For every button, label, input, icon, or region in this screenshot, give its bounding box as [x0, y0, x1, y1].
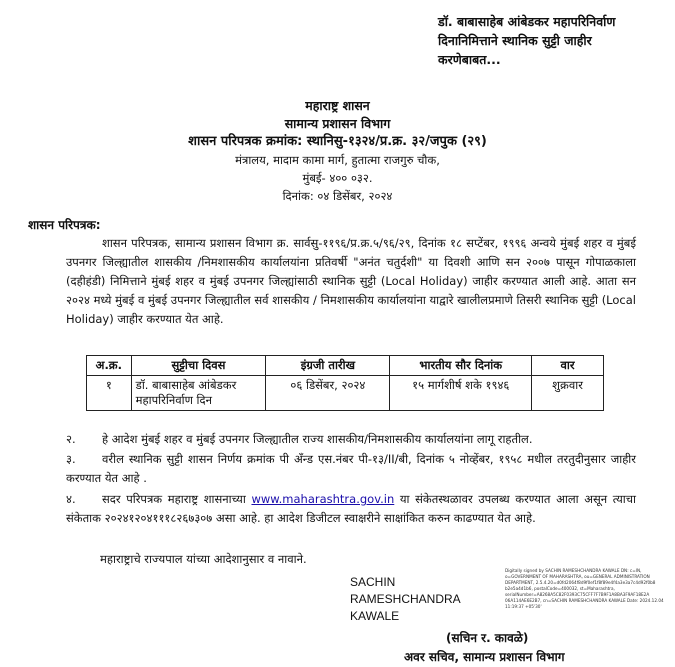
paragraph-4-after: या संकेतस्थळावर उपलब्ध करण्यात आला असून त्याचा संकेताक २०२४१२०४१११८२६७३०७ असा आहे. हा आदेश डिजीटल स्वाक्षरीने साक्षांकित करुन काढण्यात येत आहे.: [66, 492, 637, 525]
paragraph-3: [66, 450, 636, 488]
col-header-holiday: सुट्टीचा दिवस: [131, 356, 266, 376]
holiday-table: [86, 355, 604, 411]
table-row: [87, 376, 604, 411]
paragraph-2: [66, 430, 656, 449]
col-header-english-date: इंग्रजी तारीख: [266, 356, 390, 376]
subject-block: [438, 12, 663, 69]
signer-name-english: [350, 574, 461, 625]
cell-holiday: डॉ. बाबासाहेब आंबेडकर महापरिनिर्वाण दिन: [131, 376, 266, 411]
subject-line-1: डॉ. बाबासाहेब आंबेडकर महापरिनिर्वाण: [438, 14, 616, 29]
paragraph-4: [66, 490, 636, 528]
col-header-day: वार: [532, 356, 604, 376]
paragraph-3-number: ३.: [66, 452, 76, 466]
signer-designation: अवर सचिव, सामान्य प्रशासन विभाग: [404, 650, 565, 664]
cell-serial: १: [87, 376, 132, 411]
paragraph-3-text: वरील स्थानिक सुट्टी शासन निर्णय क्रमांक पी अँन्ड एस.नंबर पी-१३/II/बी, दिनांक ५ नोव्हेंबर, १९५८ मधील तरतुदीनुसार जाहीर करण्यात येत आहे .: [66, 452, 636, 485]
digital-signature-block: Digitally signed by SACHIN RAMESHCHANDRA KAWALE DN: c=IN, o=GOVERNMENT OF MAHARASHTRA, ou=GENERAL ADMINISTRATION DEPARTMENT, 2.5.4.20=d0fd2064f8d9f0ef1f8f89e4f4a3e3a7c4d92f0b8 b2e5a4d1b6, postalCode=400032, st=Maharashtra, serialNumber=A8268A5C82F0393C75CFF7F7B9F1A8BA3F9AF18E2A 06A114AE6E2B7, cn=SACHIN RAMESHCHANDRA KAWALE Date: 2024.12.04 11:19:37 +05'30': [505, 568, 664, 609]
closing-line: महाराष्ट्राचे राज्यपाल यांच्या आदेशानुसार व नावाने.: [100, 552, 307, 566]
govt-name: महाराष्ट्र शासन: [305, 98, 370, 113]
signer-name-line-2: RAMESHCHANDRA: [350, 592, 461, 606]
paragraph-2-text: हे आदेश मुंबई शहर व मुंबई उपनगर जिल्ह्यातील राज्य शासकीय/निमशासकीय कार्यालयांना लागू राहतील.: [102, 432, 533, 446]
signer-name-line-1: SACHIN: [350, 575, 396, 589]
signer-name-line-3: KAWALE: [350, 609, 400, 623]
paragraph-4-number: ४.: [66, 492, 76, 506]
paragraph-1: शासन परिपत्रक, सामान्य प्रशासन विभाग क्र. सार्वसु-११९६/प्र.क्र.५/९६/२९, दिनांक १८ सप्टेंबर, १९९६ अन्वये मुंबई शहर व मुंबई उपनगर जिल्ह्यातील शासकीय /निमशासकीय कार्यालयांना प्रतिवर्षी "अनंत चतुर्दशी" या दिवशी आणि सन २००७ पासून गोपाळकाला (दहीहंडी) निमित्ताने मुंबई शहर व मुंबई उपनगर जिल्ह्यांसाठी स्थानिक सुट्टी (Local Holiday) जाहीर करण्यात आली आहे. आता सन २०२४ मध्ये मुंबई व मुंबई उपनगर जिल्ह्यातील सर्व शासकीय / निमशासकीय कार्यालयांना याद्वारे खालीलप्रमाणे तिसरी स्थानिक सुट्टी (Local Holiday) जाहीर करण्यात येत आहे.: [66, 236, 636, 326]
cell-english-date: ०६ डिसेंबर, २०२४: [266, 376, 390, 411]
department-name: सामान्य प्रशासन विभाग: [284, 116, 391, 131]
address-line-1: मंत्रालय, मादाम कामा मार्ग, हुतात्मा राजगुरु चौक,: [235, 153, 440, 167]
cell-indian-date: १५ मार्गशीर्ष शके १९४६: [390, 376, 532, 411]
section-title: शासन परिपत्रक:: [28, 218, 101, 232]
address-line-2: मुंबई- ४०० ०३२.: [302, 171, 373, 185]
subject-line-3: करणेबाबत...: [438, 52, 501, 67]
paragraph-4-before: सदर परिपत्रक महाराष्ट्र शासनाच्या: [102, 492, 246, 506]
paragraph-2-number: २.: [66, 432, 76, 446]
subject-line-2: दिनानिमित्ताने स्थानिक सुट्टी जाहीर: [438, 33, 592, 48]
circular-number: शासन परिपत्रक क्रमांक: स्थानिसु-१३२४/प्र.क्र. ३२/जपुक (२९): [188, 134, 487, 149]
cell-day: शुक्रवार: [532, 376, 604, 411]
circular-date: दिनांक: ०४ डिसेंबर, २०२४: [282, 189, 393, 203]
table-header-row: [87, 356, 604, 376]
website-link[interactable]: www.maharashtra.gov.in: [251, 492, 395, 506]
col-header-serial: अ.क्र.: [87, 356, 132, 376]
signer-name-marathi: (सचिन र. कावळे): [446, 631, 529, 645]
col-header-indian-date: भारतीय सौर दिनांक: [390, 356, 532, 376]
